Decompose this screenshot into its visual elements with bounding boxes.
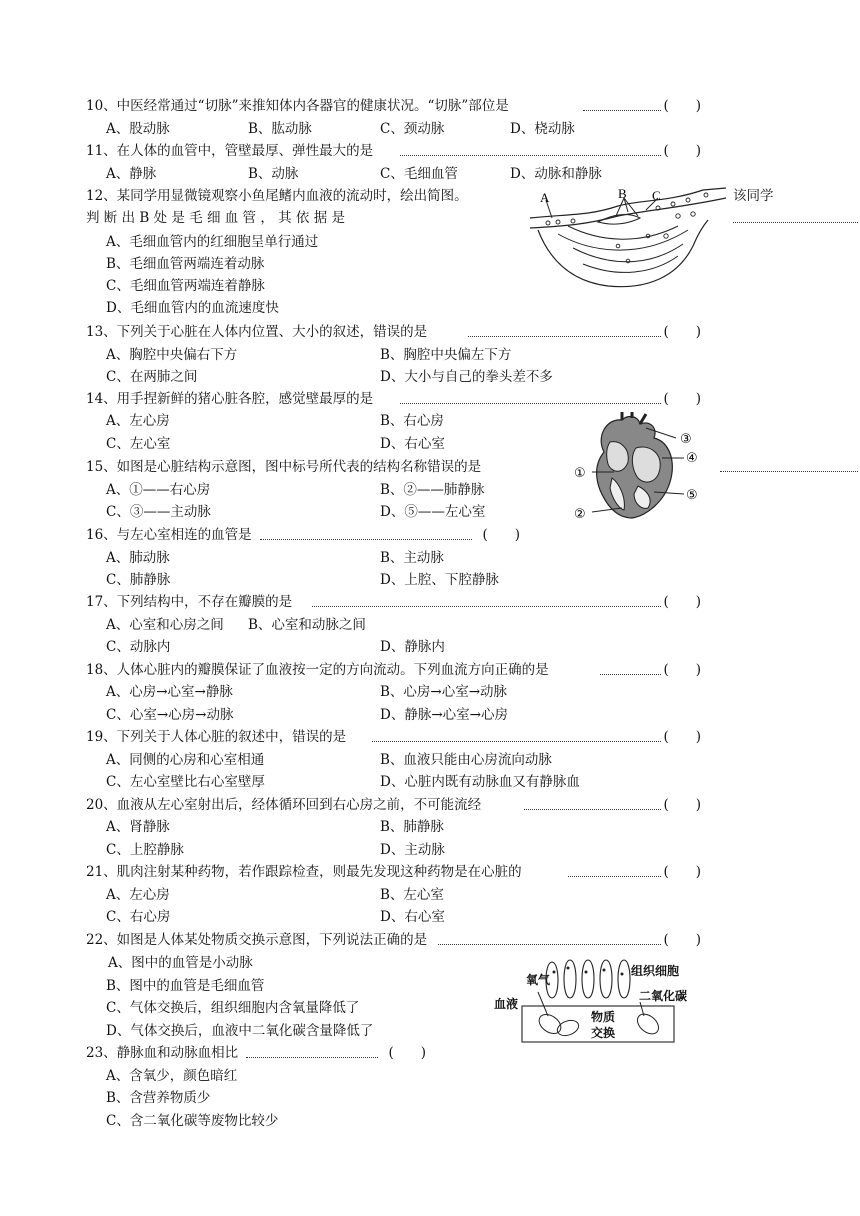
heart-label-2: ② [574, 507, 586, 522]
option: A、图中的血管是小动脉 [108, 955, 253, 971]
question-20-stem: 20、血液从左心室射出后，经体循环回到右心房之前，不可能流经 ( ) [86, 797, 701, 813]
option: A、胸腔中央偏右下方 [106, 347, 238, 363]
question-12-stem-line2: 判 断 出 B 处 是 毛 细 血 管 ， 其 依 据 是 [86, 210, 345, 226]
heart-label-4: ④ [686, 451, 698, 466]
fig-label-c: C [652, 188, 661, 203]
question-19-stem: 19、下列关于人体心脏的叙述中，错误的是 ( ) [86, 729, 701, 745]
option: B、②——肺静脉 [380, 482, 485, 498]
exchange-label-cells: 组织细胞 [631, 964, 680, 978]
heart-label-3: ③ [680, 432, 692, 447]
option: A、①——右心房 [106, 482, 211, 498]
heart-label-5: ⑤ [686, 488, 698, 503]
option: C、气体交换后，组织细胞内含氧量降低了 [106, 1000, 360, 1016]
option: C、动脉内 [106, 639, 171, 655]
option: D、大小与自己的拳头差不多 [380, 369, 553, 385]
question-14-stem: 14、用手捏新鲜的猪心脏各腔，感觉壁最厚的是 ( ) [86, 391, 701, 407]
question-23-stem: 23、静脉血和动脉血相比 ( ) [86, 1045, 426, 1061]
dotted-leader [733, 222, 858, 223]
option: D、右心室 [380, 909, 445, 925]
option: B、左心室 [380, 887, 444, 903]
option: C、在两肺之间 [106, 369, 198, 385]
option: A、心房→心室→静脉 [106, 684, 233, 700]
option: B、毛细血管两端连着动脉 [106, 256, 265, 272]
exchange-label-oxygen: 氧气 [526, 973, 551, 987]
option: B、肱动脉 [248, 121, 312, 137]
option: B、右心房 [380, 413, 444, 429]
option: D、上腔、下腔静脉 [380, 572, 499, 588]
option: C、毛细血管两端连着静脉 [106, 278, 265, 294]
option: C、颈动脉 [380, 121, 445, 137]
question-15-stem: 15、如图是心脏结构示意图，图中标号所代表的结构名称错误的是 [86, 459, 482, 475]
exchange-label-co2: 二氧化碳 [639, 989, 688, 1003]
option: D、右心室 [380, 436, 445, 452]
option: D、心脏内既有动脉血又有静脉血 [380, 774, 580, 790]
option: A、含氧少，颜色暗红 [106, 1068, 238, 1084]
option: A、毛细血管内的红细胞呈单行通过 [106, 234, 319, 250]
option: B、心房→心室→动脉 [380, 684, 508, 700]
option: C、右心房 [106, 909, 171, 925]
question-22-stem: 22、如图是人体某处物质交换示意图，下列说法正确的是 ( ) [86, 932, 701, 948]
fig-label-b: B [618, 186, 627, 201]
option: B、心室和动脉之间 [248, 617, 366, 633]
exchange-label-exchange: 交换 [591, 1026, 616, 1040]
question-12-stem-tail: 该同学 [733, 188, 774, 204]
option: A、肺动脉 [106, 550, 170, 566]
option: D、毛细血管内的血流速度快 [106, 300, 279, 316]
exchange-label-blood: 血液 [494, 997, 519, 1011]
option: B、图中的血管是毛细血管 [106, 978, 265, 994]
question-18-stem: 18、人体心脏内的瓣膜保证了血液按一定的方向流动。下列血流方向正确的是 ( ) [86, 662, 701, 678]
option: B、含营养物质少 [106, 1090, 211, 1106]
option: A、左心房 [106, 887, 170, 903]
question-16-stem: 16、与左心室相连的血管是 ( ) [86, 527, 520, 543]
heart-label-1: ① [574, 466, 586, 481]
option: C、毛细血管 [380, 166, 458, 182]
heart-figure [566, 412, 716, 524]
option: C、上腔静脉 [106, 842, 184, 858]
option: C、左心室 [106, 436, 171, 452]
option: D、静脉→心室→心房 [380, 707, 508, 723]
question-12-stem: 12、某同学用显微镜观察小鱼尾鳍内血液的流动时，绘出简图。 [86, 188, 468, 204]
option: A、左心房 [106, 413, 170, 429]
option: A、心室和心房之间 [106, 617, 224, 633]
question-13-stem: 13、下列关于心脏在人体内位置、大小的叙述，错误的是 ( ) [86, 324, 701, 340]
option: C、含二氧化碳等废物比较少 [106, 1113, 279, 1129]
question-17-stem: 17、下列结构中，不存在瓣膜的是 ( ) [86, 594, 701, 610]
option: D、动脉和静脉 [510, 166, 602, 182]
option: C、左心室壁比右心室壁厚 [106, 774, 265, 790]
fish-tail-figure [528, 186, 728, 296]
option: B、动脉 [248, 166, 299, 182]
option: A、股动脉 [106, 121, 170, 137]
option: B、血液只能由心房流向动脉 [380, 752, 552, 768]
option: D、静脉内 [380, 639, 445, 655]
option: B、主动脉 [380, 550, 444, 566]
exchange-label-substance: 物质 [591, 1010, 616, 1024]
option: C、肺静脉 [106, 572, 171, 588]
fig-label-a: A [540, 190, 550, 205]
option: A、同侧的心房和心室相通 [106, 752, 265, 768]
option: A、静脉 [106, 166, 157, 182]
option: C、心室→心房→动脉 [106, 707, 234, 723]
option: D、气体交换后，血液中二氧化碳含量降低了 [106, 1023, 374, 1039]
option: D、⑤——左心室 [380, 504, 486, 520]
question-21-stem: 21、肌肉注射某种药物，若作跟踪检查，则最先发现这种药物是在心脏的 ( ) [86, 864, 701, 880]
option: C、③——主动脉 [106, 504, 211, 520]
option: A、肾静脉 [106, 819, 170, 835]
option: B、肺静脉 [380, 819, 444, 835]
option: B、胸腔中央偏左下方 [380, 347, 512, 363]
question-10-stem: 10、中医经常通过“切脉”来推知体内各器官的健康状况。“切脉”部位是 ( ) [86, 98, 701, 114]
question-11-stem: 11、在人体的血管中，管壁最厚、弹性最大的是 ( ) [86, 143, 701, 159]
option: D、桡动脉 [510, 121, 575, 137]
dotted-leader [720, 471, 858, 472]
option: D、主动脉 [380, 842, 445, 858]
exchange-figure [494, 958, 699, 1044]
